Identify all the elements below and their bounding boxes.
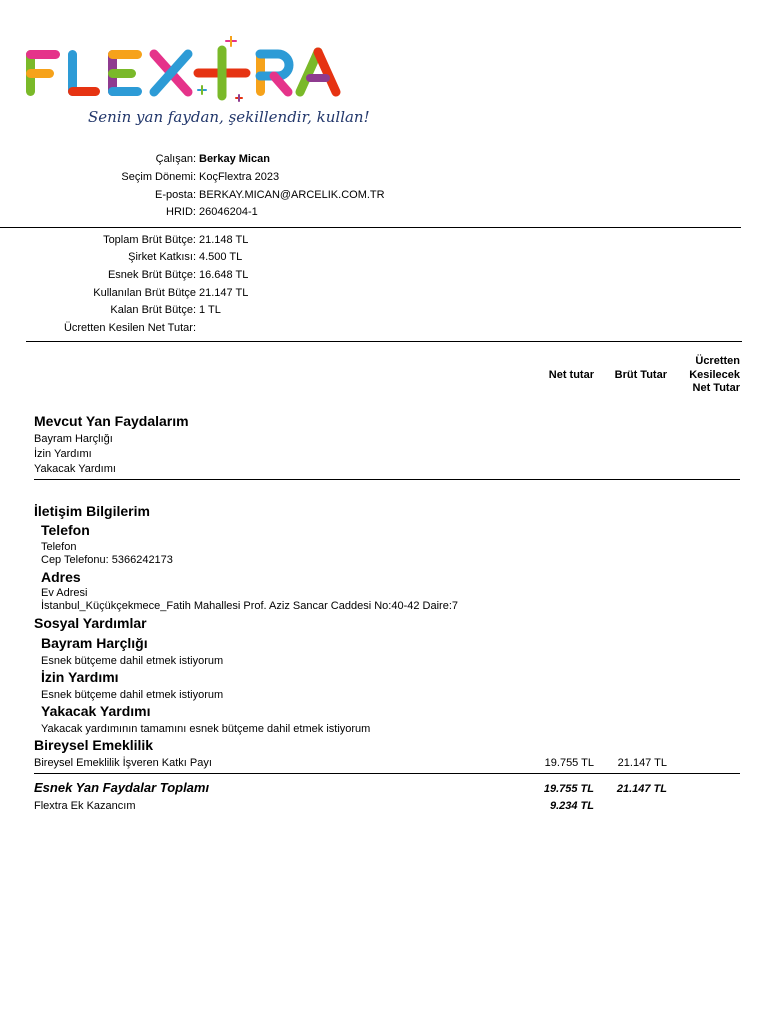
benefit-item: Yakacak Yardımı — [34, 463, 116, 475]
remaining-budget-label: Kalan Brüt Bütçe: — [110, 304, 196, 316]
remaining-budget-value: 1 TL — [199, 304, 221, 316]
column-deduction-line: Kesilecek — [689, 368, 740, 381]
pension-net-amount: 19.755 TL — [544, 757, 594, 769]
flex-total-net: 19.755 TL — [543, 783, 594, 795]
benefit-item: İzin Yardımı — [34, 448, 92, 460]
phone-type: Telefon — [41, 541, 77, 553]
used-budget-label: Kullanılan Brüt Bütçe — [93, 287, 196, 299]
employee-name: Berkay Mican — [199, 153, 270, 165]
phone-title: Telefon — [41, 522, 90, 538]
izin-title: İzin Yardımı — [41, 669, 119, 685]
phone-number: Cep Telefonu: 5366242173 — [41, 554, 173, 566]
employee-label: Çalışan: — [155, 153, 196, 165]
pension-row-label: Bireysel Emeklilik İşveren Katkı Payı — [34, 757, 212, 769]
divider — [26, 341, 742, 342]
current-benefits-title: Mevcut Yan Faydalarım — [34, 413, 189, 429]
salary-deduction-label: Ücretten Kesilen Net Tutar: — [63, 322, 196, 334]
column-deduction-line: Net Tutar — [692, 382, 740, 394]
flex-budget-label: Esnek Brüt Bütçe: — [107, 269, 196, 281]
email-value: BERKAY.MICAN@ARCELIK.COM.TR — [199, 189, 385, 201]
email-label: E-posta: — [155, 189, 196, 201]
divider — [34, 479, 740, 480]
hrid-label: HRID: — [166, 206, 196, 218]
column-gross-amount: Brüt Tutar — [614, 369, 667, 381]
flex-total-gross: 21.147 TL — [616, 783, 667, 795]
extra-earnings-net: 9.234 TL — [549, 800, 594, 812]
yakacak-title: Yakacak Yardımı — [41, 703, 151, 719]
benefit-item: Bayram Harçlığı — [34, 433, 113, 445]
bayram-title: Bayram Harçlığı — [41, 635, 148, 651]
flextra-logo — [22, 36, 352, 106]
izin-choice: Esnek bütçeme dahil etmek istiyorum — [41, 689, 224, 701]
hrid-value: 26046204-1 — [199, 206, 258, 218]
divider — [0, 227, 741, 228]
contact-title: İletişim Bilgilerim — [34, 503, 150, 519]
address-title: Adres — [41, 569, 81, 585]
pension-title: Bireysel Emeklilik — [34, 737, 154, 753]
column-deduction-amount — [689, 355, 740, 396]
extra-earnings-label: Flextra Ek Kazancım — [34, 800, 136, 812]
flex-budget-value: 16.648 TL — [199, 269, 249, 281]
address-line: İstanbul_Küçükçekmece_Fatih Mahallesi Prof. Aziz Sancar Caddesi No:40-42 Daire:7 — [41, 600, 458, 612]
company-contribution-value: 4.500 TL — [199, 251, 243, 263]
column-net-amount: Net tutar — [548, 369, 594, 381]
pension-gross-amount: 21.147 TL — [617, 757, 667, 769]
total-budget-value: 21.148 TL — [199, 234, 249, 246]
tagline: Senin yan faydan, şekillendir, kullan! — [88, 108, 370, 126]
social-benefits-title: Sosyal Yardımlar — [34, 615, 147, 631]
yakacak-choice: Yakacak yardımının tamamını esnek bütçeme dahil etmek istiyorum — [41, 723, 371, 735]
divider — [34, 773, 740, 774]
address-type: Ev Adresi — [41, 587, 88, 599]
company-contribution-label: Şirket Katkısı: — [128, 251, 196, 263]
flextra-logo-mark — [22, 36, 352, 106]
bayram-choice: Esnek bütçeme dahil etmek istiyorum — [41, 655, 224, 667]
period-value: KoçFlextra 2023 — [199, 171, 280, 183]
period-label: Seçim Dönemi: — [121, 171, 196, 183]
used-budget-value: 21.147 TL — [199, 287, 249, 299]
flex-total-label: Esnek Yan Faydalar Toplamı — [34, 780, 210, 795]
total-budget-label: Toplam Brüt Bütçe: — [103, 234, 196, 246]
column-deduction-line: Ücretten — [695, 355, 740, 367]
